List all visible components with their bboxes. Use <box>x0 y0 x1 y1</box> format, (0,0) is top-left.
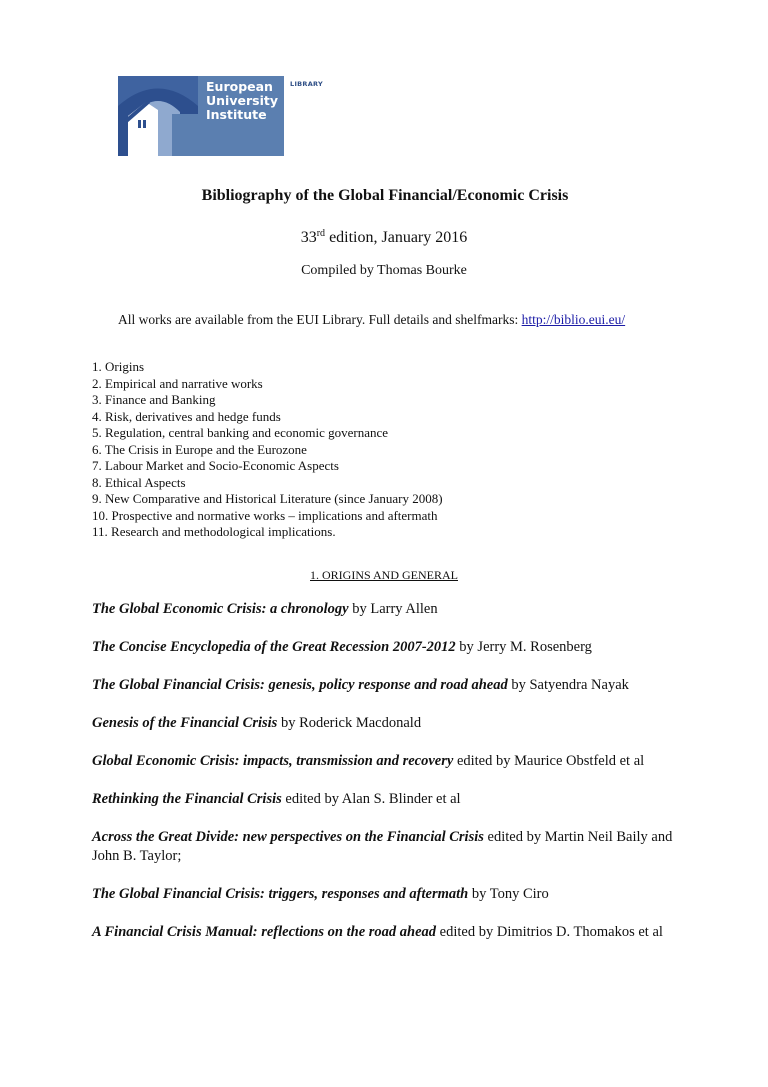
toc-item: 10. Prospective and normative works – implications and aftermath <box>92 507 438 523</box>
logo-line-university: University <box>206 93 278 108</box>
table-of-contents <box>92 359 443 541</box>
compiler-line: Compiled by Thomas Bourke <box>301 263 467 278</box>
toc-item: 9. New Comparative and Historical Literature (since January 2008) <box>92 491 443 506</box>
bibliography-entry: The Global Financial Crisis: genesis, policy response and road ahead by Satyendra Nayak <box>92 677 629 693</box>
logo-wordmark <box>206 80 278 122</box>
toc-item: 1. Origins <box>92 359 144 374</box>
document-title: Bibliography of the Global Financial/Economic Crisis <box>201 187 569 204</box>
toc-item: 3. Finance and Banking <box>92 392 216 407</box>
toc-item: 5. Regulation, central banking and economic governance <box>92 425 389 440</box>
eui-logo <box>118 76 284 156</box>
bibliography-entry: The Global Economic Crisis: a chronology by Larry Allen <box>92 601 438 617</box>
bibliography-entry: Global Economic Crisis: impacts, transmission and recovery edited by Maurice Obstfeld et al <box>92 753 645 769</box>
edition-line: 33rd edition, January 2016 <box>300 228 468 246</box>
toc-item: 7. Labour Market and Socio-Economic Aspects <box>92 458 339 473</box>
section-heading: 1. ORIGINS AND GENERAL <box>310 568 458 582</box>
bibliography-entries <box>92 600 682 961</box>
toc-item: 8. Ethical Aspects <box>92 474 186 490</box>
bibliography-entry: Genesis of the Financial Crisis by Roderick Macdonald <box>92 715 422 731</box>
toc-item: 11. Research and methodological implications. <box>92 524 336 539</box>
availability-note: All works are available from the EUI Library. Full details and shelfmarks: http://biblio.eui.eu/ <box>118 312 626 327</box>
logo-line-institute: Institute <box>206 107 267 122</box>
biblio-link[interactable]: http://biblio.eui.eu/ <box>521 312 626 327</box>
bibliography-entry: The Global Financial Crisis: triggers, responses and aftermath by Tony Ciro <box>92 886 549 902</box>
toc-item: 2. Empirical and narrative works <box>92 375 263 391</box>
toc-item: 6. The Crisis in Europe and the Eurozone <box>92 441 307 457</box>
bibliography-entry: A Financial Crisis Manual: reflections on the road ahead edited by Dimitrios D. Thomakos et al <box>92 924 663 940</box>
library-label: LIBRARY <box>290 80 324 88</box>
bibliography-entry: The Concise Encyclopedia of the Great Recession 2007-2012 by Jerry M. Rosenberg <box>92 639 592 655</box>
bibliography-entry: Rethinking the Financial Crisis edited by Alan S. Blinder et al <box>92 791 461 807</box>
logo-line-european: European <box>206 79 273 94</box>
building-icon <box>118 76 198 156</box>
toc-item: 4. Risk, derivatives and hedge funds <box>92 408 281 424</box>
bibliography-entry: Across the Great Divide: new perspectives on the Financial Crisis edited by Martin Neil Baily and John B. Taylor; <box>92 829 673 864</box>
